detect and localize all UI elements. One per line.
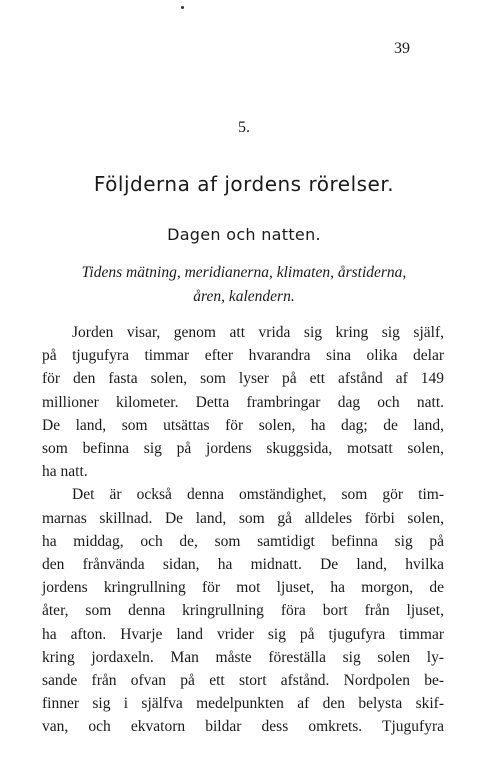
text-line: sande från ofvan på ett stort afstånd. Nordpolen be- — [42, 672, 444, 690]
summary-line: åren, kalendern. — [193, 288, 295, 305]
text-line: ha afton. Hvarje land vrider sig på tjugufyra timmar — [42, 625, 444, 643]
text-line: kring jordaxeln. Man måste föreställa sig solen ly- — [42, 648, 444, 666]
section-number: 5. — [238, 119, 250, 136]
text-line: Det är också denna omständighet, som gör tim- — [72, 486, 444, 504]
text-line: finner sig i själfva medelpunkten af den belysta skif- — [42, 695, 444, 713]
paragraph — [42, 483, 444, 738]
text-line: jordens kringrullning för mot ljuset, ha morgon, de — [42, 579, 444, 597]
text-line: De land, som utsättas för solen, ha dag; de land, — [42, 416, 444, 434]
text-line: på tjugufyra timmar efter hvarandra sina olika delar — [42, 347, 444, 365]
page-number: 39 — [394, 40, 410, 57]
text-line: för den fasta solen, som lyser på ett afstånd af 149 — [42, 370, 444, 388]
text-line: ha natt. — [42, 463, 88, 481]
chapter-summary — [38, 261, 450, 309]
text-line: som befinna sig på jordens skuggsida, motsatt solen, — [42, 440, 444, 458]
text-line: åter, som denna kringrullning föra bort från ljuset, — [42, 602, 444, 620]
text-line: marnas skillnad. De land, som gå alldeles förbi solen, — [42, 509, 444, 527]
chapter-subtitle: Dagen och natten. — [167, 225, 321, 244]
chapter-title: Följderna af jordens rörelser. — [93, 172, 395, 196]
body-text — [42, 321, 444, 739]
summary-line: Tidens mätning, meridianerna, klimaten, årstiderna, — [81, 264, 407, 281]
print-speck — [181, 6, 184, 9]
text-line: Jorden visar, genom att vrida sig kring sig själf, — [72, 324, 444, 341]
text-line: den frånvända sidan, ha midnatt. De land, hvilka — [42, 556, 444, 574]
text-line: millioner kilometer. Detta frambringar dag och natt. — [42, 393, 444, 411]
paragraph — [42, 321, 444, 483]
text-line: van, och ekvatorn bildar dess omkrets. Tjugufyra — [42, 718, 444, 736]
text-line: ha middag, och de, som samtidigt befinna sig på — [42, 532, 444, 550]
